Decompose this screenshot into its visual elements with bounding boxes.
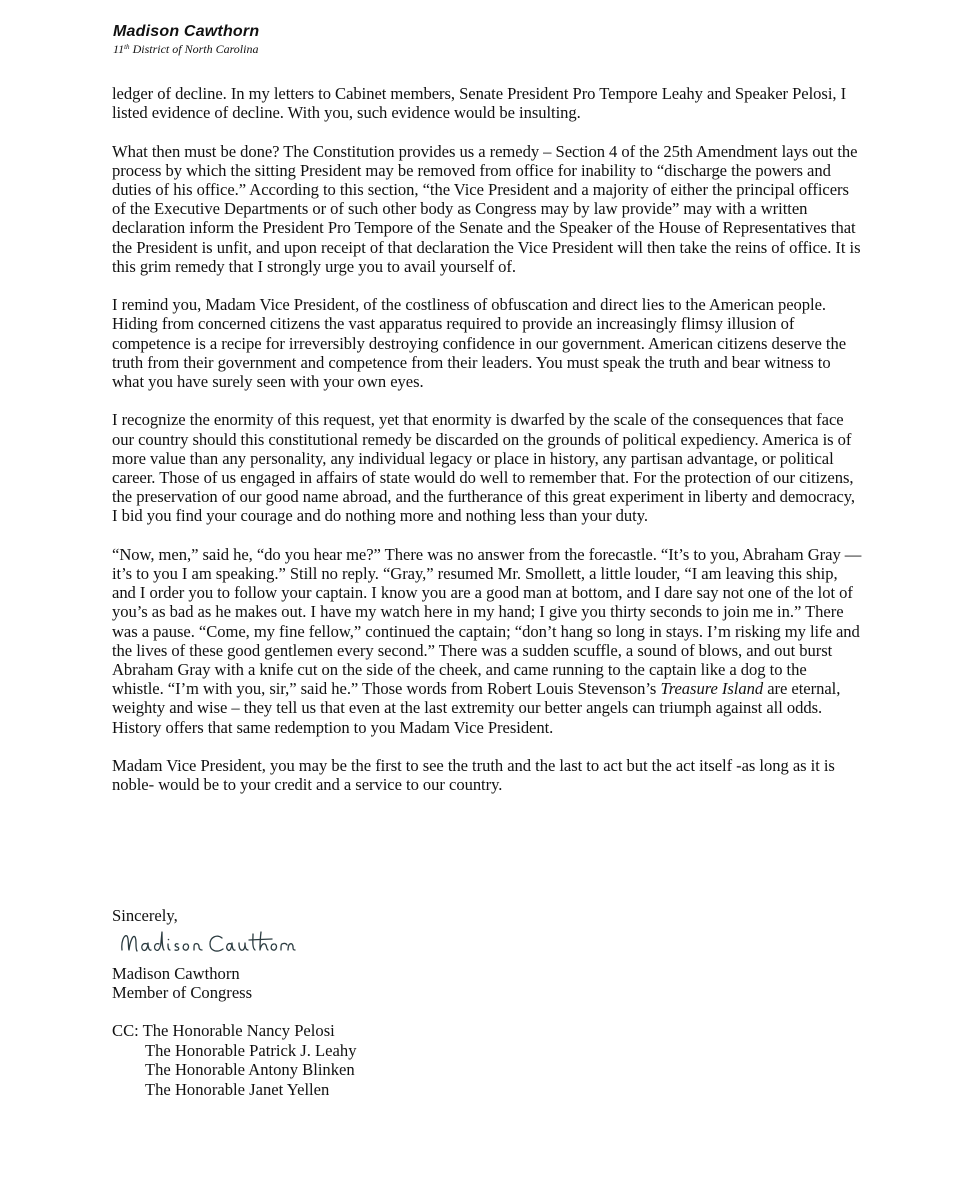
letterhead — [113, 22, 513, 56]
closing-salutation: Sincerely, — [112, 906, 178, 925]
body-paragraph-3: I remind you, Madam Vice President, of the costliness of obfuscation and direct lies to the American people. Hiding from concerned citizens the vast apparatus required to provide an increasingly flimsy illusion of competence is a recipe for irreversibly destroying confidence in our government. American citizens deserve the truth from their government and competence from their leaders. You must speak the truth and bear witness to what you have surely seen with your own eyes. — [112, 295, 847, 392]
cc-block — [112, 1021, 357, 1099]
body-paragraph-6: Madam Vice President, you may be the first to see the truth and the last to act but the act itself -as long as it is noble- would be to your credit and a service to our country. — [112, 756, 835, 795]
signer-name: Madison Cawthorn — [112, 964, 240, 983]
cc-label: CC: — [112, 1021, 143, 1040]
quote-passage: “Now, men,” said he, “do you hear me?” There was no answer from the forecastle. “It’s to you, Abraham Gray — it’s to you I am speaking.” Still no reply. “Gray,” resumed Mr. Smollett, a little louder, “I am leaving this ship, and I order you to follow your captain. I know you are a good man at bottom, and I dare say not one of the lot of you’s as bad as he makes out. I have my watch here in my hand; I give you thirty seconds to join me in.” There was a pause. “Come, my fine fellow,” continued the captain; “don’t hang so long in stays. I’m risking my life and the lives of these good gentlemen every second.” There was a sudden scuffle, a sound of blows, and out burst Abraham Gray with a knife cut on the side of the cheek, and came running to the captain like a dog to the whistle. “I’m with you, sir,” said he.” Those words from Robert Louis Stevenson’s — [112, 544, 862, 699]
closing-block — [112, 906, 612, 925]
body-paragraph-1: ledger of decline. In my letters to Cabinet members, Senate President Pro Tempore Leahy and Speaker Pelosi, I listed evidence of decline. With you, such evidence would be insulting. — [112, 84, 847, 123]
letterhead-district — [113, 42, 513, 56]
body-paragraph-4: I recognize the enormity of this request, yet that enormity is dwarfed by the scale of the consequences that face our country should this constitutional remedy be discarded on the grounds of political expediency. America is of more value than any personality, any individual legacy or place in history, any partisan advantage, or political career. Those of us engaged in affairs of state would do well to remember that. For the protection of our citizens, the preservation of our good name abroad, and the furtherance of this great experiment in liberty and democracy, I bid you find your courage and do nothing more and nothing less than your duty. — [112, 410, 855, 526]
cc-recipient: The Honorable Janet Yellen — [145, 1079, 330, 1099]
cc-line-1 — [112, 1021, 357, 1041]
district-number: 11 — [113, 42, 125, 56]
district-suffix: th — [124, 43, 130, 51]
cc-recipient: The Honorable Patrick J. Leahy — [145, 1040, 357, 1060]
body-paragraph-5 — [112, 545, 862, 737]
letter-body — [112, 84, 862, 814]
cc-recipient: The Honorable Antony Blinken — [145, 1060, 355, 1080]
cc-recipient: The Honorable Nancy Pelosi — [142, 1021, 335, 1040]
signer-title: Member of Congress — [112, 983, 253, 1003]
district-rest: District of North Carolina — [129, 42, 259, 56]
book-title: Treasure Island — [660, 679, 764, 699]
handwritten-signature — [116, 928, 296, 962]
letterhead-name: Madison Cawthorn — [113, 23, 260, 40]
signer-block — [112, 964, 252, 1002]
quote-commentary: are eternal, weighty and wise – they tell us that even at the last extremity our better angels can triumph against all odds. History offers that same redemption to you Madam Vice President. — [112, 679, 841, 737]
body-paragraph-2: What then must be done? The Constitution provides us a remedy – Section 4 of the 25th Amendment lays out the process by which the sitting President may be removed from office for inability to “discharge the powers and duties of his office.” According to this section, “the Vice President and a majority of either the principal officers of the Executive Departments or of such other body as Congress may by law provide” may with a written declaration inform the President Pro Tempore of the Senate and the Speaker of the House of Representatives that the President is unfit, and upon receipt of that declaration the Vice President will then take the reins of office. It is this grim remedy that I strongly urge you to avail yourself of. — [112, 141, 861, 276]
